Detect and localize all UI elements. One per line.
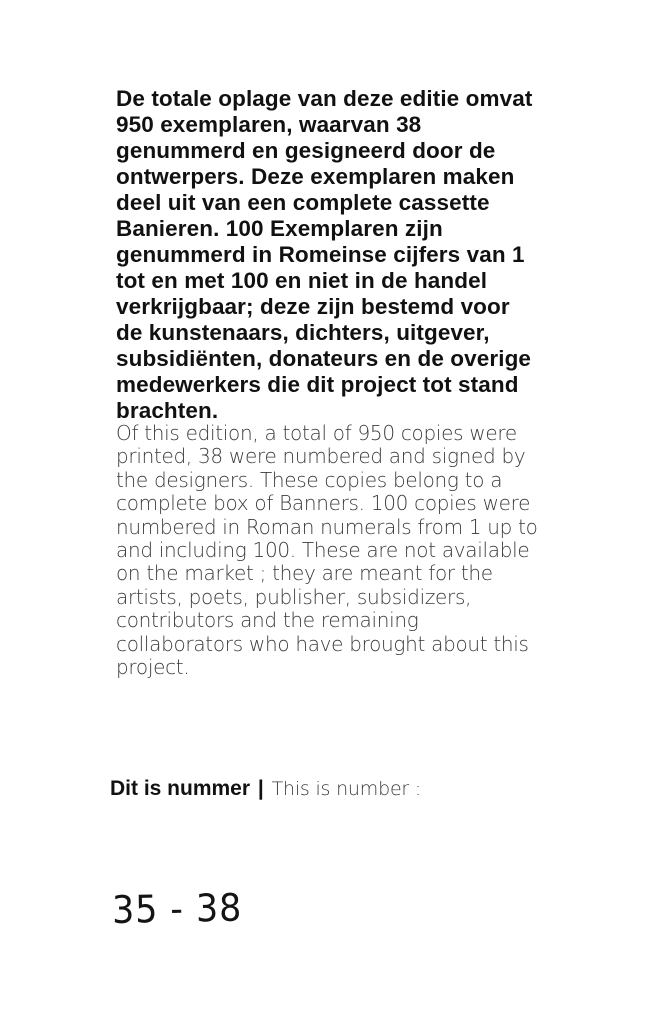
- dutch-line: 950 exemplaren, waarvan 38: [116, 112, 422, 137]
- dutch-line: tot en met 100 en niet in de handel: [116, 268, 488, 293]
- english-line: and including 100. These are not available: [116, 538, 530, 563]
- number-label-english: This is number :: [271, 778, 422, 800]
- dutch-line: subsidiënten, donateurs en de overige: [116, 346, 532, 371]
- english-colophon-text: [116, 422, 616, 679]
- english-line: numbered in Roman numerals from 1 up to: [116, 514, 538, 539]
- edition-number-label: [110, 776, 421, 802]
- english-line: artists, poets, publisher, subsidizers,: [116, 584, 472, 609]
- english-line: the designers. These copies belong to a: [116, 467, 503, 492]
- dutch-line: de kunstenaars, dichters, uitgever,: [116, 320, 490, 345]
- handwritten-edition-number: 35 - 38: [111, 885, 243, 932]
- dutch-line: Banieren. 100 Exemplaren zijn: [116, 216, 443, 241]
- number-label-separator: |: [257, 777, 264, 800]
- dutch-line: verkrijgbaar; deze zijn bestemd voor: [116, 294, 510, 319]
- dutch-line: genummerd in Romeinse cijfers van 1: [116, 242, 525, 267]
- dutch-line: genummerd en gesigneerd door de: [116, 138, 496, 163]
- english-line: Of this edition, a total of 950 copies were: [116, 421, 517, 445]
- number-label-dutch: Dit is nummer: [110, 777, 251, 800]
- dutch-line: brachten.: [116, 398, 219, 423]
- dutch-line: De totale oplage van deze editie omvat: [116, 86, 533, 111]
- dutch-colophon-text: [116, 86, 616, 424]
- dutch-line: medewerkers die dit project tot stand: [116, 372, 519, 397]
- english-line: complete box of Banners. 100 copies were: [116, 491, 531, 516]
- dutch-line: deel uit van een complete cassette: [116, 190, 490, 215]
- english-line: project.: [116, 655, 190, 680]
- english-line: printed, 38 were numbered and signed by: [116, 444, 526, 469]
- dutch-line: ontwerpers. Deze exemplaren maken: [116, 164, 515, 189]
- english-line: on the market ; they are meant for the: [116, 561, 493, 586]
- english-line: collaborators who have brought about this: [116, 631, 529, 656]
- english-line: contributors and the remaining: [116, 608, 419, 633]
